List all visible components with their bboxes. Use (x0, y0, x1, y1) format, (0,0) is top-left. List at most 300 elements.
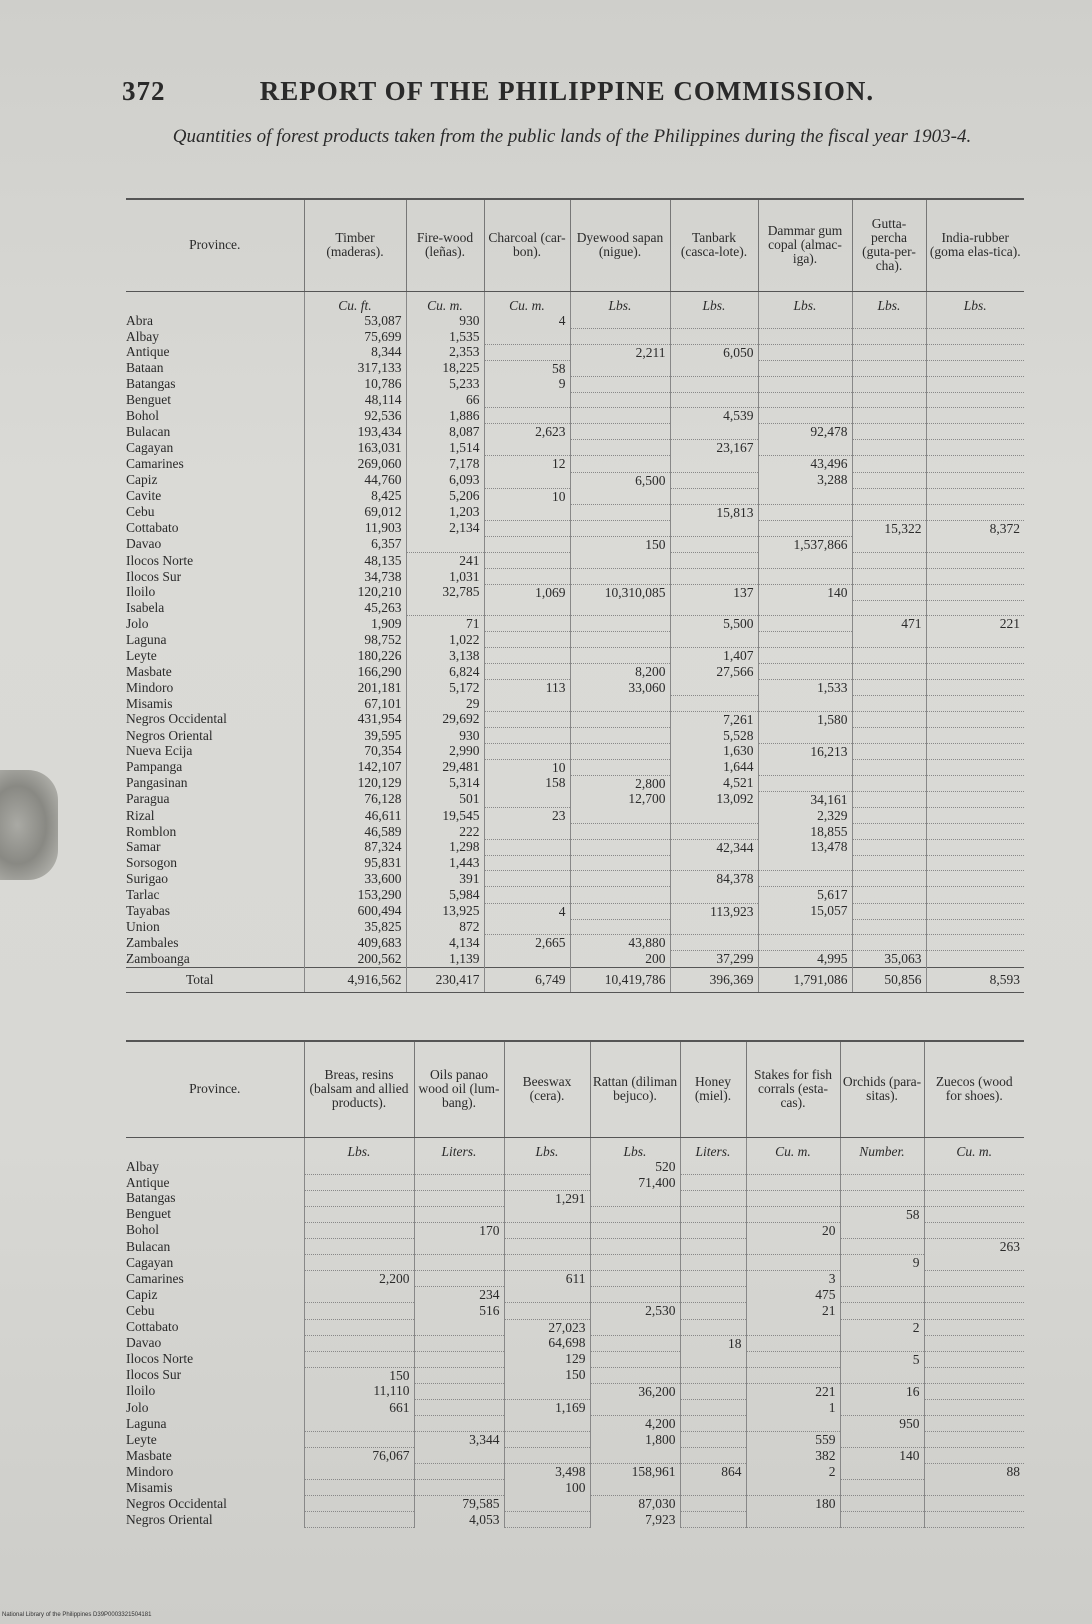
province-name: Bohol (126, 407, 160, 423)
value-cell (852, 344, 926, 360)
value-cell (484, 569, 570, 585)
binder-clip (0, 770, 58, 880)
value-cell: 113,923 (670, 903, 758, 919)
value-cell (570, 329, 670, 345)
unit-cell: Cu. m. (484, 291, 570, 313)
province-name: Rizal (126, 807, 155, 823)
value-cell (590, 1351, 680, 1367)
table-row (126, 536, 1024, 552)
value-cell (680, 1416, 746, 1432)
value-cell: 930 (406, 728, 484, 744)
value-cell (570, 743, 670, 759)
province-name: Nueva Ecija (126, 743, 193, 759)
province-name: Samar (126, 839, 161, 855)
value-cell (926, 648, 1024, 664)
value-cell (304, 1464, 414, 1480)
value-cell (840, 1432, 924, 1448)
province-name: Camarines (126, 1270, 184, 1286)
value-cell (670, 376, 758, 392)
province-name: Capiz (126, 1286, 158, 1302)
value-cell: 33,600 (304, 871, 406, 887)
value-cell (926, 536, 1024, 552)
value-cell (926, 600, 1024, 616)
province-cell (126, 1496, 304, 1512)
province-cell (126, 871, 304, 887)
value-cell (304, 1416, 414, 1432)
value-cell (670, 680, 758, 696)
province-cell (126, 616, 304, 632)
value-cell: 92,478 (758, 424, 852, 440)
value-cell (504, 1383, 590, 1399)
value-cell: 166,290 (304, 664, 406, 680)
value-cell: 21 (746, 1303, 840, 1319)
value-cell (504, 1159, 590, 1175)
table-row (126, 376, 1024, 392)
value-cell (570, 456, 670, 472)
value-cell (758, 392, 852, 408)
value-cell: 611 (504, 1271, 590, 1287)
value-cell (852, 488, 926, 504)
province-name: Jolo (126, 1399, 149, 1415)
value-cell: 234 (414, 1287, 504, 1303)
table-row (126, 648, 1024, 664)
table-row (126, 616, 1024, 632)
province-name: Laguna (126, 631, 167, 647)
value-cell: 3,138 (406, 648, 484, 664)
value-cell: 221 (926, 616, 1024, 632)
value-cell (680, 1255, 746, 1271)
province-name: Tarlac (126, 886, 160, 902)
province-name: Cagayan (126, 1254, 174, 1270)
value-cell (852, 553, 926, 569)
value-cell (852, 743, 926, 759)
value-cell (926, 680, 1024, 696)
value-cell (924, 1303, 1024, 1319)
value-cell (670, 488, 758, 504)
province-cell (126, 1239, 304, 1255)
value-cell (484, 408, 570, 424)
province-cell (126, 584, 304, 600)
province-cell (126, 1255, 304, 1271)
value-cell (680, 1448, 746, 1464)
value-cell: 1,886 (406, 408, 484, 424)
value-cell: 71 (406, 616, 484, 632)
value-cell (570, 569, 670, 585)
province-name: Ilocos Sur (126, 1367, 182, 1383)
value-cell (746, 1367, 840, 1383)
value-cell (926, 329, 1024, 345)
value-cell (852, 824, 926, 840)
table-row (126, 504, 1024, 520)
column-header: Charcoal (car-bon). (484, 199, 570, 291)
value-cell: 13,925 (406, 903, 484, 919)
value-cell: 8,372 (926, 520, 1024, 536)
value-cell (304, 1222, 414, 1238)
unit-cell: Liters. (680, 1137, 746, 1159)
value-cell (924, 1206, 1024, 1222)
value-cell (590, 1271, 680, 1287)
province-cell (126, 536, 304, 552)
value-cell (926, 472, 1024, 488)
province-name: Sorsogon (126, 855, 178, 871)
value-cell (758, 648, 852, 664)
value-cell (570, 616, 670, 632)
column-header: Timber (maderas). (304, 199, 406, 291)
value-cell (570, 313, 670, 329)
value-cell: 20 (746, 1222, 840, 1238)
table-row (126, 456, 1024, 472)
value-cell (924, 1319, 1024, 1335)
value-cell: 67,101 (304, 696, 406, 712)
table-row (126, 1448, 1024, 1464)
value-cell: 7,178 (406, 456, 484, 472)
value-cell: 1,298 (406, 839, 484, 855)
value-cell: 37,299 (670, 951, 758, 968)
column-header: Province. (126, 1041, 304, 1137)
total-cell: 6,749 (484, 967, 570, 992)
province-name: Benguet (126, 392, 171, 408)
value-cell (680, 1175, 746, 1191)
value-cell: 10,310,085 (570, 584, 670, 600)
value-cell (484, 919, 570, 935)
value-cell (758, 344, 852, 360)
province-cell (126, 1432, 304, 1448)
value-cell (484, 632, 570, 648)
table-row (126, 1335, 1024, 1351)
value-cell (590, 1335, 680, 1351)
value-cell (570, 887, 670, 903)
value-cell (670, 424, 758, 440)
table-row (126, 903, 1024, 919)
value-cell: 100 (504, 1480, 590, 1496)
column-header: India-rubber (goma elas-tica). (926, 199, 1024, 291)
province-cell (126, 600, 304, 616)
value-cell: 5,172 (406, 680, 484, 696)
value-cell (746, 1159, 840, 1175)
value-cell: 6,357 (304, 536, 406, 552)
province-name: Cottabato (126, 520, 179, 536)
column-header: Beeswax (cera). (504, 1041, 590, 1137)
province-name: Surigao (126, 870, 168, 886)
value-cell (414, 1255, 504, 1271)
table-row (126, 1271, 1024, 1287)
value-cell (590, 1287, 680, 1303)
value-cell: 6,824 (406, 664, 484, 680)
table-row (126, 1480, 1024, 1496)
value-cell (414, 1351, 504, 1367)
value-cell: 4 (484, 313, 570, 329)
value-cell (926, 344, 1024, 360)
value-cell (680, 1367, 746, 1383)
value-cell (924, 1255, 1024, 1271)
value-cell (852, 808, 926, 824)
province-cell (126, 935, 304, 951)
province-cell (126, 791, 304, 807)
value-cell (840, 1239, 924, 1255)
province-cell (126, 569, 304, 585)
value-cell: 950 (840, 1416, 924, 1432)
value-cell (758, 775, 852, 791)
province-cell (126, 1464, 304, 1480)
unit-cell (126, 1137, 304, 1159)
value-cell (758, 553, 852, 569)
value-cell: 46,611 (304, 808, 406, 824)
table-row (126, 1303, 1024, 1319)
value-cell: 5,617 (758, 887, 852, 903)
value-cell: 661 (304, 1400, 414, 1416)
value-cell (484, 743, 570, 759)
value-cell: 53,087 (304, 313, 406, 329)
value-cell (590, 1448, 680, 1464)
province-name: Negros Oriental (126, 727, 213, 743)
value-cell: 71,400 (590, 1175, 680, 1191)
value-cell (746, 1512, 840, 1528)
value-cell (680, 1271, 746, 1287)
value-cell: 29,481 (406, 759, 484, 775)
table-row (126, 887, 1024, 903)
value-cell: 501 (406, 791, 484, 807)
table-row (126, 759, 1024, 775)
value-cell (924, 1351, 1024, 1367)
value-cell (852, 313, 926, 329)
value-cell (414, 1400, 504, 1416)
table-row (126, 1512, 1024, 1528)
value-cell: 180 (746, 1496, 840, 1512)
total-cell: 50,856 (852, 967, 926, 992)
value-cell: 10 (484, 759, 570, 775)
value-cell (484, 392, 570, 408)
value-cell: 45,263 (304, 600, 406, 616)
value-cell: 6,500 (570, 472, 670, 488)
value-cell (570, 520, 670, 536)
value-cell (852, 472, 926, 488)
value-cell (504, 1287, 590, 1303)
value-cell (304, 1175, 414, 1191)
value-cell (840, 1367, 924, 1383)
value-cell (926, 824, 1024, 840)
value-cell (758, 569, 852, 585)
value-cell: 35,063 (852, 951, 926, 968)
value-cell: 29 (406, 696, 484, 712)
province-name: Davao (126, 536, 162, 552)
value-cell (304, 1335, 414, 1351)
value-cell: 864 (680, 1464, 746, 1480)
value-cell (680, 1319, 746, 1335)
province-name: Negros Oriental (126, 1511, 213, 1527)
total-cell: 230,417 (406, 967, 484, 992)
value-cell (758, 504, 852, 520)
table-row (126, 600, 1024, 616)
value-cell: 43,880 (570, 935, 670, 951)
value-cell (304, 1432, 414, 1448)
table-row (126, 1464, 1024, 1480)
unit-cell (126, 291, 304, 313)
value-cell: 140 (840, 1448, 924, 1464)
column-header: Fire-wood (leñas). (406, 199, 484, 291)
value-cell (926, 632, 1024, 648)
value-cell (570, 408, 670, 424)
value-cell (670, 696, 758, 712)
value-cell (924, 1496, 1024, 1512)
province-cell (126, 1400, 304, 1416)
value-cell: 58 (840, 1206, 924, 1222)
forest-products-table-2 (126, 1040, 1024, 1528)
value-cell (670, 553, 758, 569)
table-row (126, 569, 1024, 585)
value-cell (414, 1448, 504, 1464)
value-cell: 13,092 (670, 791, 758, 807)
value-cell: 2,665 (484, 935, 570, 951)
table-row (126, 520, 1024, 536)
value-cell: 64,698 (504, 1335, 590, 1351)
province-name: Pampanga (126, 759, 183, 775)
value-cell: 516 (414, 1303, 504, 1319)
value-cell (484, 536, 570, 552)
province-cell (126, 1190, 304, 1206)
value-cell (926, 553, 1024, 569)
value-cell (926, 584, 1024, 600)
column-header: Province. (126, 199, 304, 291)
value-cell (680, 1400, 746, 1416)
total-cell: 396,369 (670, 967, 758, 992)
value-cell: 48,135 (304, 553, 406, 569)
value-cell (670, 632, 758, 648)
column-header: Stakes for fish corrals (esta-cas). (746, 1041, 840, 1137)
value-cell: 475 (746, 1287, 840, 1303)
value-cell (840, 1159, 924, 1175)
value-cell: 180,226 (304, 648, 406, 664)
value-cell: 39,595 (304, 728, 406, 744)
total-row (126, 967, 1024, 992)
value-cell (926, 504, 1024, 520)
province-name: Laguna (126, 1415, 167, 1431)
value-cell: 200,562 (304, 951, 406, 968)
value-cell: 76,128 (304, 791, 406, 807)
value-cell: 431,954 (304, 711, 406, 727)
table-row (126, 1351, 1024, 1367)
value-cell (590, 1190, 680, 1206)
total-cell: 4,916,562 (304, 967, 406, 992)
province-name: Bulacan (126, 423, 171, 439)
value-cell: 391 (406, 871, 484, 887)
value-cell: 43,496 (758, 456, 852, 472)
value-cell (304, 1239, 414, 1255)
table-row (126, 855, 1024, 871)
value-cell (590, 1480, 680, 1496)
column-header: Honey (miel). (680, 1041, 746, 1137)
value-cell: 150 (304, 1367, 414, 1383)
value-cell (304, 1287, 414, 1303)
value-cell (746, 1206, 840, 1222)
unit-cell: Cu. m. (406, 291, 484, 313)
province-name: Union (126, 919, 160, 935)
value-cell (484, 616, 570, 632)
value-cell (852, 504, 926, 520)
province-name: Iloilo (126, 1383, 156, 1399)
value-cell (590, 1367, 680, 1383)
value-cell (484, 553, 570, 569)
value-cell (670, 329, 758, 345)
value-cell: 33,060 (570, 680, 670, 696)
value-cell (852, 584, 926, 600)
value-cell (840, 1271, 924, 1287)
value-cell (852, 632, 926, 648)
value-cell (504, 1512, 590, 1528)
value-cell (484, 472, 570, 488)
table-row (126, 392, 1024, 408)
value-cell (758, 520, 852, 536)
value-cell: 10 (484, 488, 570, 504)
value-cell: 23 (484, 808, 570, 824)
province-cell (126, 632, 304, 648)
page-number: 372 (122, 76, 166, 106)
value-cell (304, 1512, 414, 1528)
value-cell (852, 919, 926, 935)
value-cell (414, 1319, 504, 1335)
value-cell: 158 (484, 775, 570, 791)
value-cell (852, 903, 926, 919)
province-cell (126, 1159, 304, 1175)
value-cell: 16,213 (758, 743, 852, 759)
province-cell (126, 1271, 304, 1287)
value-cell (924, 1400, 1024, 1416)
value-cell (924, 1175, 1024, 1191)
unit-cell: Lbs. (504, 1137, 590, 1159)
table-row (126, 553, 1024, 569)
value-cell (852, 775, 926, 791)
table-row (126, 313, 1024, 329)
province-name: Cagayan (126, 439, 174, 455)
province-name: Negros Occidental (126, 1495, 227, 1511)
value-cell (924, 1480, 1024, 1496)
value-cell (758, 360, 852, 376)
value-cell (484, 871, 570, 887)
value-cell (414, 1271, 504, 1287)
value-cell: 150 (570, 536, 670, 552)
value-cell (570, 440, 670, 456)
column-header: Zuecos (wood for shoes). (924, 1041, 1024, 1137)
value-cell (746, 1319, 840, 1335)
unit-cell: Liters. (414, 1137, 504, 1159)
province-name: Ilocos Norte (126, 552, 194, 568)
value-cell (670, 600, 758, 616)
value-cell (570, 392, 670, 408)
province-name: Antique (126, 344, 170, 360)
value-cell (680, 1239, 746, 1255)
province-cell (126, 329, 304, 345)
province-cell (126, 696, 304, 712)
value-cell: 8,087 (406, 424, 484, 440)
unit-cell: Cu. m. (924, 1137, 1024, 1159)
province-cell (126, 504, 304, 520)
table-row (126, 1432, 1024, 1448)
value-cell: 2,329 (758, 808, 852, 824)
value-cell (484, 696, 570, 712)
value-cell (670, 824, 758, 840)
value-cell (758, 440, 852, 456)
value-cell (924, 1383, 1024, 1399)
value-cell (758, 600, 852, 616)
value-cell (926, 855, 1024, 871)
value-cell (414, 1480, 504, 1496)
value-cell: 18,855 (758, 824, 852, 840)
column-header: Tanbark (casca-lote). (670, 199, 758, 291)
value-cell (852, 456, 926, 472)
value-cell (840, 1190, 924, 1206)
value-cell: 317,133 (304, 360, 406, 376)
province-name: Tayabas (126, 903, 171, 919)
province-name: Romblon (126, 823, 177, 839)
